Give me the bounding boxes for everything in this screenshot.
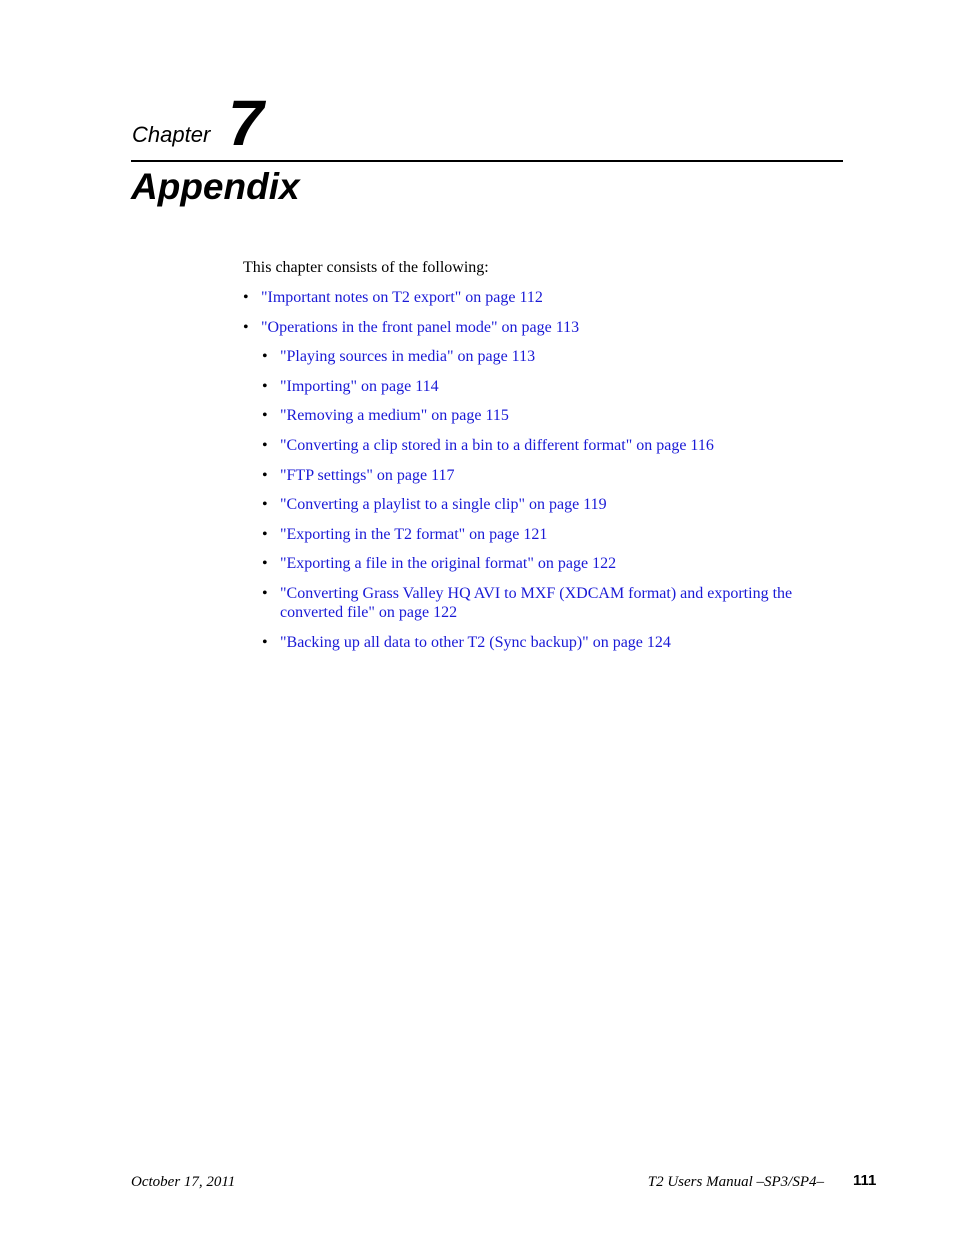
toc-item [243, 347, 810, 366]
chapter-label: Chapter [132, 122, 211, 147]
bullet-icon: • [243, 318, 249, 336]
bullet-icon: • [243, 289, 249, 306]
toc-link-exporting-t2-format[interactable]: "Exporting in the T2 format" on page 121 [280, 525, 548, 543]
toc-link-converting-hq-avi[interactable]: "Converting Grass Valley HQ AVI to MXF (XDCAM format) and exporting the converted file" on page 122 [280, 584, 793, 621]
toc-link-importing[interactable]: "Importing" on page 114 [280, 377, 439, 395]
toc-item [243, 584, 810, 622]
toc-list [243, 288, 843, 662]
toc-link-converting-clip[interactable]: "Converting a clip stored in a bin to a different format" on page 116 [280, 436, 714, 454]
page-number: 111 [853, 1172, 877, 1189]
bullet-icon: • [262, 348, 268, 366]
footer-manual-title: T2 Users Manual –SP3/SP4– [647, 1174, 824, 1190]
bullet-icon: • [262, 496, 268, 514]
chapter-title: Appendix [131, 166, 300, 207]
toc-link-ftp-settings[interactable]: "FTP settings" on page 117 [280, 466, 455, 484]
bullet-icon: • [262, 436, 268, 454]
toc-link-sync-backup[interactable]: "Backing up all data to other T2 (Sync backup)" on page 124 [280, 633, 671, 651]
toc-link-playing-sources[interactable]: "Playing sources in media" on page 113 [280, 348, 536, 366]
bullet-icon: • [262, 377, 268, 395]
toc-item [243, 377, 810, 396]
bullet-icon: • [262, 633, 268, 651]
toc-item [243, 495, 810, 514]
footer-date: October 17, 2011 [131, 1174, 236, 1190]
toc-item [243, 633, 810, 652]
bullet-icon: • [262, 466, 268, 484]
bullet-icon: • [262, 407, 268, 425]
bullet-icon: • [262, 555, 268, 573]
toc-item [243, 525, 810, 544]
toc-item [243, 436, 810, 455]
toc-item [243, 406, 810, 425]
toc-link-front-panel-mode[interactable]: "Operations in the front panel mode" on page 113 [261, 318, 580, 336]
toc-item [243, 554, 810, 573]
toc-link-important-notes[interactable]: "Important notes on T2 export" on page 112 [261, 289, 543, 306]
intro-text: This chapter consists of the following: [243, 259, 489, 276]
toc-link-converting-playlist[interactable]: "Converting a playlist to a single clip" on page 119 [280, 496, 607, 514]
chapter-number: 7 [228, 87, 264, 159]
bullet-icon: • [262, 525, 268, 543]
chapter-rule [131, 160, 843, 162]
toc-item [243, 318, 843, 337]
toc-item [243, 288, 843, 307]
toc-link-exporting-original-format[interactable]: "Exporting a file in the original format" on page 122 [280, 555, 617, 573]
bullet-icon: • [262, 584, 268, 602]
toc-link-removing-medium[interactable]: "Removing a medium" on page 115 [280, 407, 509, 425]
toc-item [243, 466, 810, 485]
